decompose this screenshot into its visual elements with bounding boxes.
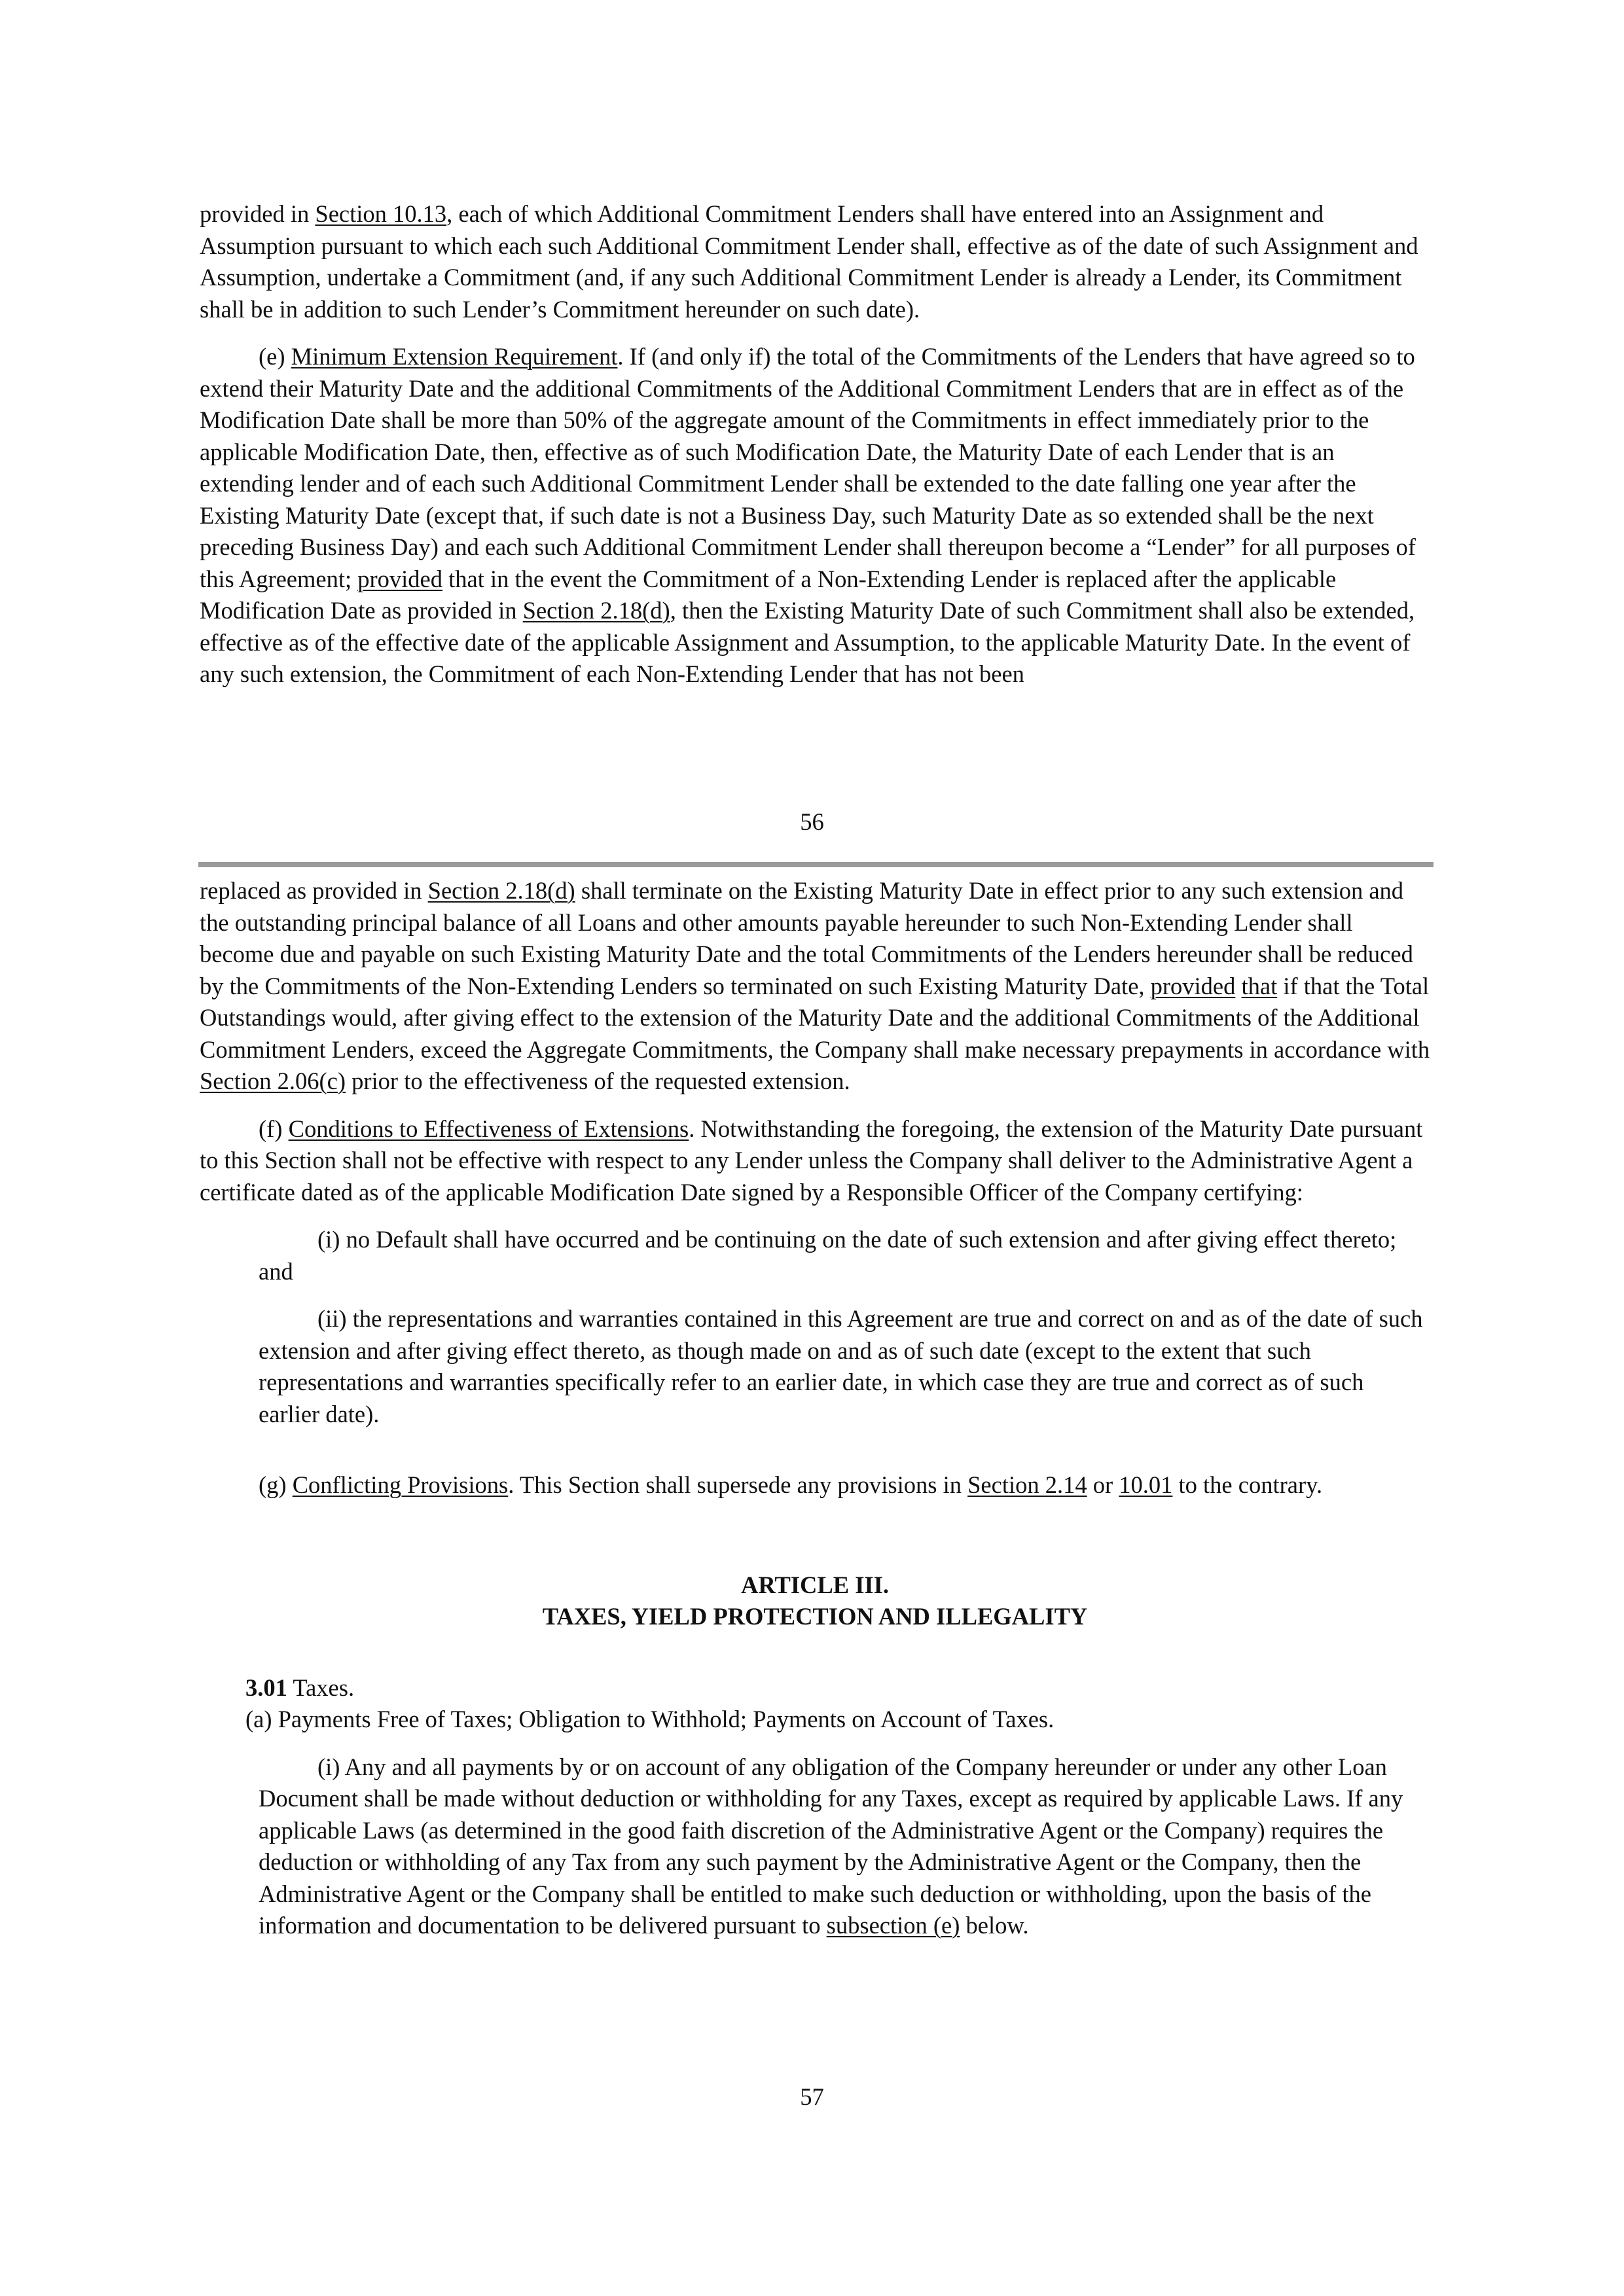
paragraph-f-i: (i) no Default shall have occurred and be continuing on the date of such extension and after giving effect thereto; and — [259, 1226, 1397, 1285]
text: (i) Any and all payments by or on account of any obligation of the Company hereunder or under any other Loan Document shall be made without deduction or withholding for any Taxes, except as required by applicable Laws. If any applicable Laws (as determined in the good faith discretion of the Administrative Agent or the Company) requires the deduction or withholding of any Tax from any such payment by the Administrative Agent or the Company, then the Administrative Agent or the Company shall be entitled to make such deduction or withholding, upon the basis of the information and documentation to be delivered pursuant to — [259, 1753, 1403, 1939]
cross-reference[interactable]: 10.01 — [1119, 1471, 1173, 1498]
paragraph-e — [200, 341, 1430, 691]
section-heading — [200, 1672, 1430, 1704]
text: or — [1087, 1471, 1119, 1498]
section-title: Conflicting Provisions — [292, 1471, 509, 1498]
text: that in the event the Commitment of a Non-Extending Lender is replaced after the applicable Modification Date as provided in — [200, 565, 1337, 624]
page-number: 56 — [800, 808, 824, 835]
paragraph-a-i — [200, 1751, 1430, 1942]
text: (e) — [259, 343, 291, 370]
section-title: Minimum Extension Requirement — [291, 343, 618, 370]
provided-term: provided — [357, 565, 443, 592]
text: shall terminate on the Existing Maturity Date in effect prior to any such extension and the outstanding principal balance of all Loans and other amounts payable hereunder to such Non-Extending Lender shall become due and payable on such Existing Maturity Date and the total Commitments of the Lenders hereunder shall be reduced by the Commitments of the Non-Extending Lenders so terminated on such Existing Maturity Date, — [200, 877, 1413, 999]
article-number: ARTICLE III. — [741, 1571, 889, 1598]
provided-term: provided — [1150, 972, 1236, 999]
article-title: TAXES, YIELD PROTECTION AND ILLEGALITY — [542, 1603, 1088, 1630]
page-divider — [198, 862, 1434, 867]
text: to the contrary. — [1172, 1471, 1323, 1498]
cross-reference[interactable]: subsection (e) — [826, 1912, 960, 1939]
text: , each of which Additional Commitment Lenders shall have entered into an Assignment and Assumption pursuant to which each such Additional Commitment Lender shall, effective as of the date of such Assignment and Assumption, undertake a Commitment (and, if any such Additional Commitment Lender is already a Lender, its Commitment shall be in addition to such Lender’s Commitment hereunder on such date). — [200, 200, 1418, 323]
text — [1235, 973, 1241, 999]
paragraph-f-ii: (ii) the representations and warranties contained in this Agreement are true and correct on and as of the date of such extension and after giving effect thereto, as though made on and as of such date (except to the extent that such representations and warranties specifically refer to an earlier date, in which case they are true and correct as of such earlier date). — [259, 1305, 1423, 1427]
section-title: Taxes. — [287, 1674, 355, 1701]
paragraph-f — [200, 1113, 1430, 1209]
text: . If (and only if) the total of the Commitments of the Lenders that have agreed so to extend their Maturity Date and the additional Commitments of the Additional Commitment Lenders that are in effect as of the Modification Date shall be more than 50% of the aggregate amount of the Commitments in effect immediately prior to the applicable Modification Date, then, effective as of such Modification Date, the Maturity Date of each Lender that is an extending lender and of each such Additional Commitment Lender shall be extended to the date falling one year after the Existing Maturity Date (except that, if such date is not a Business Day, such Maturity Date as so extended shall be the next preceding Business Day) and each such Additional Commitment Lender shall thereupon become a “Lender” for all purposes of this Agreement; — [200, 343, 1416, 592]
text: (f) — [259, 1115, 289, 1142]
section-number: 3.01 — [245, 1674, 287, 1701]
article-heading — [200, 1570, 1430, 1633]
text: if that the Total Outstandings would, after giving effect to the extension of the Maturity Date and the additional Commitments of the Additional Commitment Lenders, exceed the Aggregate Commitments, the Company shall make necessary prepayments in accordance with — [200, 972, 1430, 1063]
text: replaced as provided in — [200, 877, 428, 904]
text: . This Section shall supersede any provisions in — [508, 1471, 968, 1498]
cross-reference[interactable]: Section 10.13 — [315, 200, 447, 227]
paragraph-g — [200, 1469, 1430, 1501]
paragraph-continuation — [200, 875, 1430, 1098]
text: (g) — [259, 1471, 293, 1498]
text: prior to the effectiveness of the requested extension. — [346, 1067, 850, 1094]
text: provided in — [200, 200, 316, 227]
cross-reference[interactable]: Section 2.18(d) — [522, 597, 670, 624]
paragraph-continuation — [200, 198, 1430, 325]
page-57-body — [200, 875, 1430, 1942]
section-title: Conditions to Effectiveness of Extensions — [288, 1115, 689, 1142]
text: , then the Existing Maturity Date of such Commitment shall also be extended, effective as of the effective date of the applicable Assignment and Assumption, to the applicable Maturity Date. In the event of any such extension, the Commitment of each Non-Extending Lender that has not been — [200, 597, 1415, 687]
page-56-body — [200, 198, 1430, 691]
cross-reference[interactable]: Section 2.18(d) — [427, 877, 575, 904]
text: below. — [960, 1912, 1029, 1939]
cross-reference[interactable]: Section 2.14 — [967, 1471, 1087, 1498]
that-term: that — [1241, 972, 1278, 999]
cross-reference[interactable]: Section 2.06(c) — [200, 1067, 346, 1094]
page-number: 57 — [800, 2083, 824, 2110]
subsection-heading: (a) Payments Free of Taxes; Obligation to Withhold; Payments on Account of Taxes. — [245, 1706, 1055, 1732]
text: . Notwithstanding the foregoing, the extension of the Maturity Date pursuant to this Section shall not be effective with respect to any Lender unless the Company shall deliver to the Administrative Agent a certificate dated as of the applicable Modification Date signed by a Responsible Officer of the Company certifying: — [200, 1115, 1423, 1206]
